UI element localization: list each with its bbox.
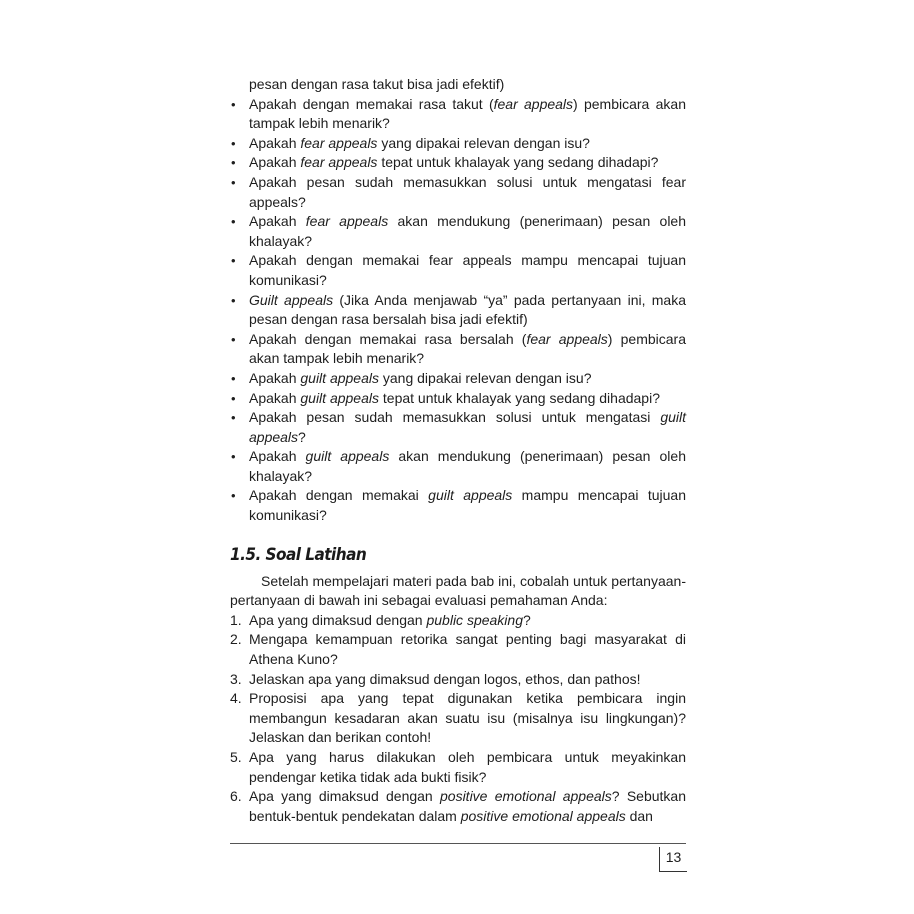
bullet-marker: • xyxy=(231,174,236,190)
text-segment: Apa yang dimaksud dengan xyxy=(249,788,440,805)
text-segment: ? Sebutkan bentuk-bentuk pendekatan dalam xyxy=(249,788,686,824)
italic-text: guilt appeals xyxy=(300,369,379,386)
bullet-item xyxy=(230,291,686,330)
question-list xyxy=(230,611,686,827)
bullet-item xyxy=(230,251,686,290)
text-segment: ? xyxy=(298,428,306,445)
text-segment: Apakah xyxy=(249,134,301,151)
text-segment: Apakah xyxy=(249,389,301,406)
bullet-marker: • xyxy=(231,449,236,465)
text-segment: dan xyxy=(625,807,653,824)
text-segment: Apakah xyxy=(249,213,306,230)
question-item xyxy=(230,689,686,748)
page-number: 13 xyxy=(659,847,687,872)
question-number: 1. xyxy=(230,611,242,628)
intro-paragraph: Setelah mempelajari materi pada bab ini, cobalah untuk pertanyaan-pertanyaan di bawah ini sebagai evaluasi pemahaman Anda: xyxy=(230,572,686,609)
italic-text: public speaking xyxy=(426,611,523,628)
question-item xyxy=(230,787,686,826)
bullet-marker: • xyxy=(231,488,236,504)
bullet-marker: • xyxy=(231,155,236,171)
text-segment: tepat untuk khalayak yang sedang dihadapi? xyxy=(379,389,660,406)
question-number: 2. xyxy=(230,631,242,648)
text-segment: Proposisi apa yang tepat digunakan ketika pembicara ingin membangun kesadaran akan suatu isu (misalnya isu lingkungan)? Jelaskan dan berikan contoh! xyxy=(249,690,686,746)
italic-text: guilt appeals xyxy=(300,389,379,406)
bullet-item xyxy=(230,408,686,447)
text-segment: Apakah xyxy=(249,369,301,386)
bullet-marker: • xyxy=(231,214,236,230)
text-segment: ? xyxy=(522,611,531,628)
bullet-item xyxy=(230,486,686,525)
text-segment: Apakah xyxy=(249,448,306,465)
text-segment: (Jika Anda menjawab “ya” pada pertanyaan ini, maka pesan dengan rasa bersalah bisa jadi efektif) xyxy=(249,291,687,328)
bullet-item xyxy=(230,369,686,389)
bullet-marker: • xyxy=(231,292,236,308)
bullet-marker: • xyxy=(231,96,236,112)
page-body xyxy=(230,75,686,826)
text-segment: yang dipakai relevan dengan isu? xyxy=(377,134,590,151)
text-segment: ) pembicara akan tampak lebih menarik? xyxy=(249,330,686,367)
italic-text: fear appeals xyxy=(300,154,378,171)
text-segment: Apakah dengan memakai xyxy=(249,487,429,504)
text-segment: Apakah dengan memakai rasa takut ( xyxy=(249,95,494,112)
italic-text: guilt appeals xyxy=(428,487,513,504)
bullet-marker: • xyxy=(231,370,236,386)
question-number: 5. xyxy=(230,749,242,765)
text-segment: akan mendukung (penerimaan) pesan oleh khalayak? xyxy=(249,448,686,484)
italic-text: guilt appeals xyxy=(305,448,390,465)
bullet-item xyxy=(230,447,686,486)
text-segment: ) pembicara akan tampak lebih menarik? xyxy=(249,95,686,132)
italic-text: fear appeals xyxy=(300,134,378,151)
continuation-line: pesan dengan rasa takut bisa jadi efektif) xyxy=(249,76,505,92)
italic-text: fear appeals xyxy=(526,330,608,347)
text-segment: Apakah dengan memakai fear appeals mampu mencapai tujuan komunikasi? xyxy=(249,252,686,288)
text-segment: Jelaskan apa yang dimaksud dengan logos, ethos, dan pathos! xyxy=(249,670,641,687)
bullet-marker: • xyxy=(231,253,236,269)
italic-text: fear appeals xyxy=(305,213,389,230)
italic-text: guilt appeals xyxy=(249,409,686,445)
bullet-marker: • xyxy=(231,390,236,406)
question-item xyxy=(230,630,686,669)
footer-rule xyxy=(230,843,686,844)
question-item xyxy=(230,670,686,690)
question-number: 6. xyxy=(230,788,242,805)
bullet-marker: • xyxy=(231,135,236,151)
text-segment: Apakah pesan sudah memasukkan solusi untuk mengatasi xyxy=(249,409,661,426)
bullet-marker: • xyxy=(231,410,236,426)
question-number: 3. xyxy=(230,670,242,687)
text-segment: Apa yang harus dilakukan oleh pembicara untuk meyakinkan pendengar ketika tidak ada bukti fisik? xyxy=(249,749,686,785)
bullet-marker: • xyxy=(231,331,236,347)
italic-text: fear appeals xyxy=(493,95,574,112)
section-heading: 1.5. Soal Latihan xyxy=(230,544,367,565)
text-segment: mampu mencapai tujuan komunikasi? xyxy=(249,487,686,524)
text-segment: Apa yang dimaksud dengan xyxy=(249,611,427,628)
text-segment: akan mendukung (penerimaan) pesan oleh khalayak? xyxy=(249,213,686,249)
text-segment: yang dipakai relevan dengan isu? xyxy=(379,369,592,386)
bullet-item xyxy=(230,173,686,212)
bullet-item xyxy=(230,330,686,369)
bullet-list xyxy=(230,95,686,526)
text-segment: Apakah pesan sudah memasukkan solusi untuk mengatasi fear appeals? xyxy=(249,173,686,210)
question-item xyxy=(230,611,686,631)
italic-text: positive emotional appeals xyxy=(460,807,626,824)
text-segment: Mengapa kemampuan retorika sangat penting bagi masyarakat di Athena Kuno? xyxy=(249,631,686,668)
bullet-item xyxy=(230,389,686,409)
question-item xyxy=(230,748,686,787)
italic-text: Guilt appeals xyxy=(249,291,334,308)
bullet-item xyxy=(230,212,686,251)
text-segment: tepat untuk khalayak yang sedang dihadapi? xyxy=(377,154,659,171)
italic-text: positive emotional appeals xyxy=(440,788,612,805)
text-segment: Apakah xyxy=(249,154,301,171)
question-number: 4. xyxy=(230,690,242,707)
bullet-item xyxy=(230,95,686,134)
bullet-item xyxy=(230,134,686,154)
bullet-item xyxy=(230,153,686,173)
text-segment: Apakah dengan memakai rasa bersalah ( xyxy=(249,330,527,347)
